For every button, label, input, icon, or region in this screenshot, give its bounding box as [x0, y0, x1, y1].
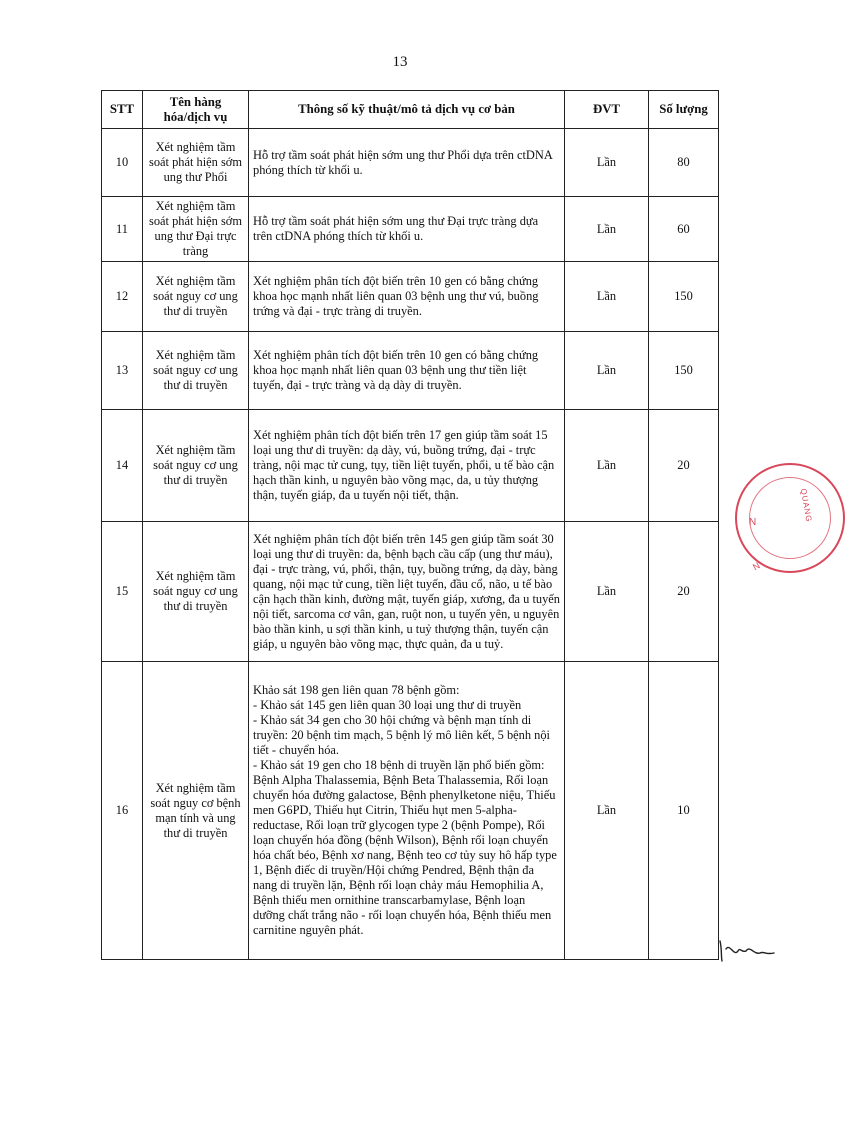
description-line: - Khảo sát 145 gen liên quan 30 loại ung thư di truyền	[253, 698, 522, 712]
company-stamp: QUANG N N	[735, 463, 845, 573]
row-unit: Lần	[565, 662, 649, 960]
row-stt: 12	[102, 262, 143, 332]
row-stt: 10	[102, 129, 143, 197]
row-name: Xét nghiệm tầm soát phát hiện sớm ung thư Đại trực tràng	[143, 197, 249, 262]
table-header-row	[102, 91, 719, 129]
row-stt: 11	[102, 197, 143, 262]
description-line: Xét nghiệm phân tích đột biến trên 10 gen có bằng chứng khoa học mạnh nhất liên quan 03 bệnh ung thư tiền liệt tuyến, đại - trực tràng và dạ dày di truyền.	[253, 348, 539, 392]
row-stt: 14	[102, 410, 143, 522]
description-line: - Khảo sát 34 gen cho 30 hội chứng và bệnh mạn tính di truyền: 20 bệnh tim mạch, 5 bệnh lý mô liên kết, 5 bệnh nội tiết - chuyển hóa.	[253, 713, 550, 757]
signature-mark	[716, 935, 776, 965]
row-qty: 20	[649, 522, 719, 662]
table-row	[102, 410, 719, 522]
row-unit: Lần	[565, 262, 649, 332]
description-line: - Khảo sát 19 gen cho 18 bệnh di truyền lặn phổ biến gồm: Bệnh Alpha Thalassemia, Bệnh Beta Thalassemia, Rối loạn chuyển hóa đường galactose, Bệnh phenylketone niệu, Thiếu men G6PD, Thiếu hụt Citrin, Thiếu hụt men 5-alpha-reductase, Rối loạn trữ glycogen type 2 (bệnh Pompe), Rối loạn chuyển hóa đồng (bệnh Wilson), Bệnh rối loạn chuyển hóa chất béo, Bệnh xơ nang, Bệnh teo cơ tủy suy hô hấp type 1, Bệnh điếc di truyền/Hội chứng Pendred, Bệnh thận đa nang di truyền lặn, Bệnh rối loạn chảy máu Hemophilia A, Bệnh thiếu men ornithine transcarbamylase, Bệnh loạn dưỡng chất trắng não - rối loạn chuyển hóa, Bệnh thiếu men carnitine nguyên phát.	[253, 758, 557, 937]
description-line: Khảo sát 198 gen liên quan 78 bệnh gồm:	[253, 683, 460, 697]
header-desc: Thông số kỹ thuật/mô tả dịch vụ cơ bản	[249, 91, 565, 129]
row-unit: Lần	[565, 197, 649, 262]
header-stt: STT	[102, 91, 143, 129]
description-line: Xét nghiệm phân tích đột biến trên 145 gen giúp tầm soát 30 loại ung thư di truyền: da, bệnh bạch cầu cấp (ung thư máu), đại - trực tràng, vú, phổi, thận, tụy, buồng trứng, dạ dày, bàng quang, nội mạc tử cung, tiền liệt tuyến, đầu cổ, não, u tế bào cận hạch thần kinh, đường mật, tuyến giáp, xương, đa u tuyến nội tiết, sarcoma cơ vân, gan, ruột non, u tuyến yên, u nguyên bào thần kinh, u sợi thần kinh, u tuỷ thượng thận, tuyến cận giáp, u nguyên bào võng mạc, thực quản, đa u tuỷ.	[253, 531, 560, 651]
row-name: Xét nghiệm tầm soát phát hiện sớm ung thư Phổi	[143, 129, 249, 197]
description-line: Hỗ trợ tầm soát phát hiện sớm ung thư Phổi dựa trên ctDNA phóng thích từ khối u.	[253, 147, 553, 177]
row-unit: Lần	[565, 522, 649, 662]
row-stt: 15	[102, 522, 143, 662]
row-qty: 20	[649, 410, 719, 522]
table-row	[102, 129, 719, 197]
row-unit: Lần	[565, 332, 649, 410]
row-stt: 16	[102, 662, 143, 960]
row-unit: Lần	[565, 410, 649, 522]
spec-table	[101, 90, 719, 960]
table-row	[102, 197, 719, 262]
header-name: Tên hàng hóa/dịch vụ	[143, 91, 249, 129]
description-line: Hỗ trợ tầm soát phát hiện sớm ung thư Đại trực tràng dựa trên ctDNA phóng thích từ khối u.	[253, 214, 539, 243]
row-description	[249, 662, 565, 960]
table-row	[102, 332, 719, 410]
row-stt: 13	[102, 332, 143, 410]
row-name: Xét nghiệm tầm soát nguy cơ ung thư di truyền	[143, 332, 249, 410]
row-name: Xét nghiệm tầm soát nguy cơ ung thư di truyền	[143, 522, 249, 662]
row-name: Xét nghiệm tầm soát nguy cơ bệnh mạn tính và ung thư di truyền	[143, 662, 249, 960]
row-description	[249, 197, 565, 262]
row-description	[249, 410, 565, 522]
row-description	[249, 262, 565, 332]
table-body	[102, 129, 719, 960]
row-qty: 150	[649, 262, 719, 332]
row-qty: 60	[649, 197, 719, 262]
row-description	[249, 332, 565, 410]
header-qty: Số lượng	[649, 91, 719, 129]
table-row	[102, 522, 719, 662]
header-unit: ĐVT	[565, 91, 649, 129]
table-row	[102, 662, 719, 960]
row-qty: 80	[649, 129, 719, 197]
description-line: Xét nghiệm phân tích đột biến trên 10 gen có bằng chứng khoa học mạnh nhất liên quan 03 bệnh ung thư vú, buồng trứng và đại - trực tràng di truyền.	[253, 274, 539, 318]
description-line: Xét nghiệm phân tích đột biến trên 17 gen giúp tầm soát 15 loại ung thư di truyền: dạ dày, vú, buồng trứng, đại - trực tràng, nội mạc tử cung, tụy, tiền liệt tuyến, phổi, u tế bào cận hạch thần kinh, u nguyên bào võng mạc, da, u tủy thượng thận, tuyến giáp, đa u tuyến nội tiết, thận.	[253, 428, 555, 502]
row-qty: 150	[649, 332, 719, 410]
row-unit: Lần	[565, 129, 649, 197]
row-description	[249, 522, 565, 662]
page-number: 13	[392, 54, 408, 70]
row-name: Xét nghiệm tầm soát nguy cơ ung thư di truyền	[143, 410, 249, 522]
row-description	[249, 129, 565, 197]
table-row	[102, 262, 719, 332]
row-name: Xét nghiệm tầm soát nguy cơ ung thư di truyền	[143, 262, 249, 332]
row-qty: 10	[649, 662, 719, 960]
